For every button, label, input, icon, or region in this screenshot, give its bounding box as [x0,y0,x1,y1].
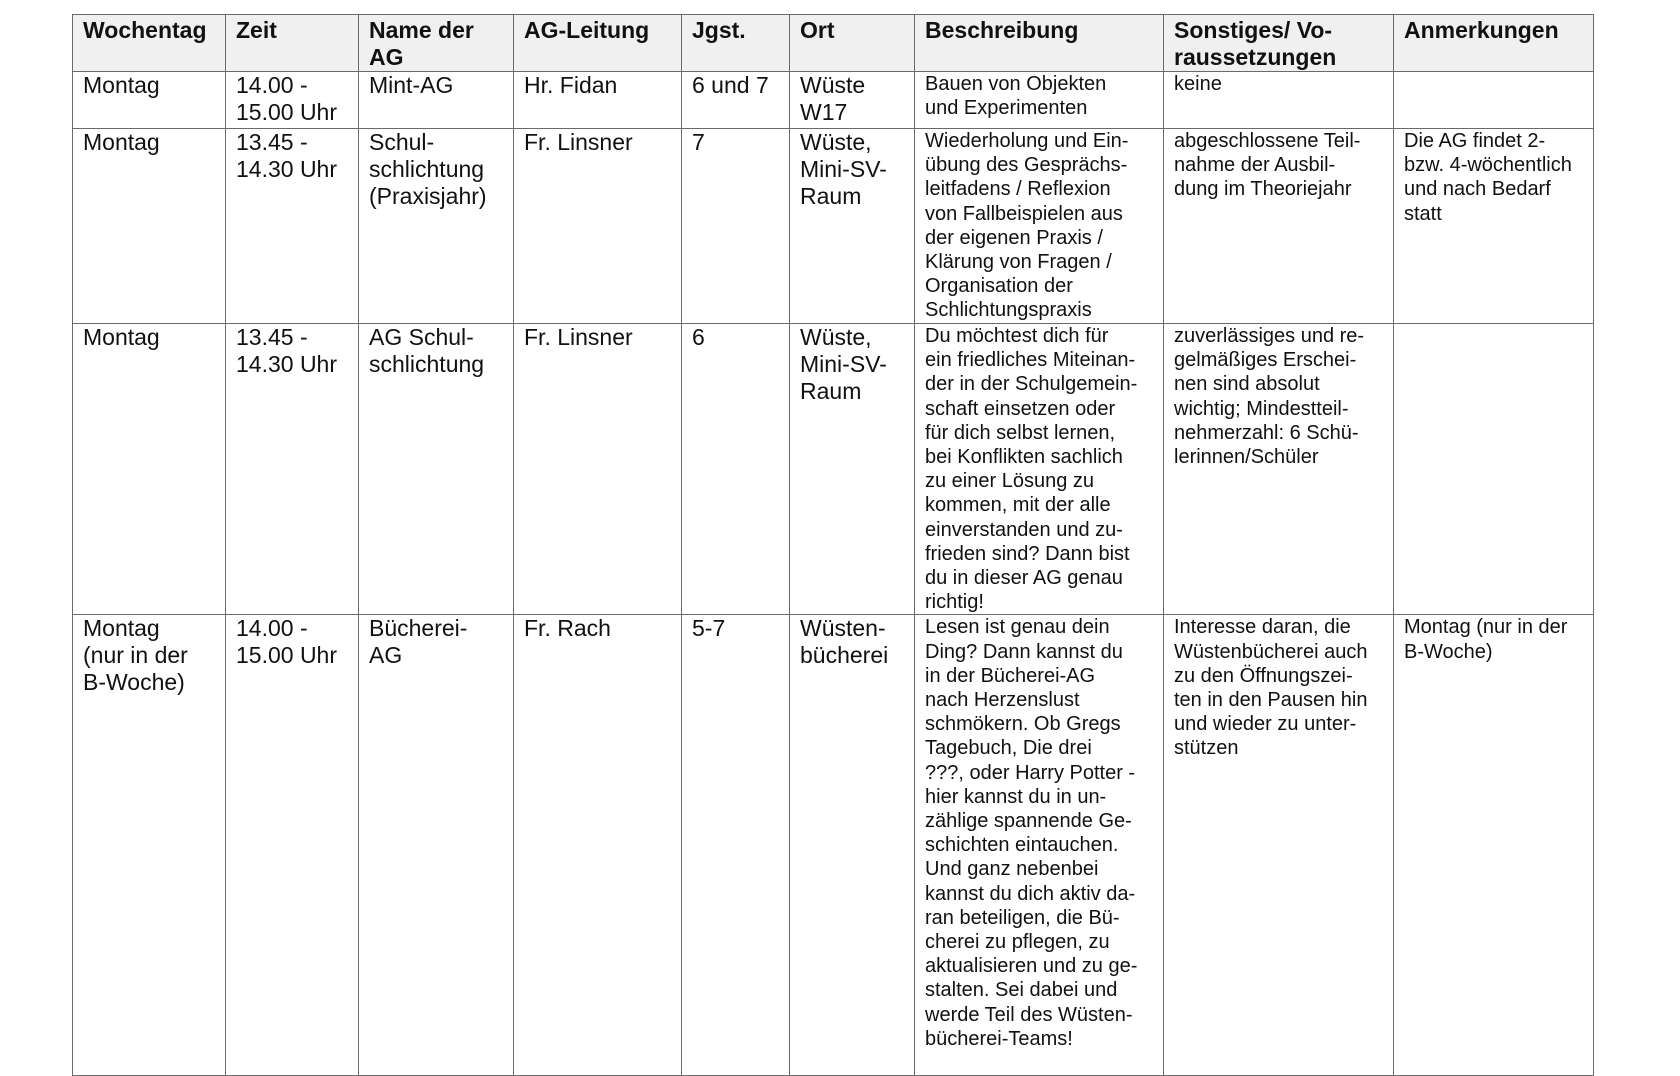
header-name: Name der AG [359,15,514,72]
cell-wochentag: Montag (nur in der B-Woche) [73,615,226,1076]
cell-ort: Wüste W17 [790,72,915,129]
cell-leitung: Hr. Fidan [514,72,682,129]
header-anmerkungen: Anmerkungen [1394,15,1594,72]
table-row [73,324,1594,615]
cell-name: Mint-AG [359,72,514,129]
table-row [73,72,1594,129]
header-beschreibung: Beschreibung [915,15,1164,72]
ag-table [72,14,1594,1076]
header-wochentag: Wochentag [73,15,226,72]
cell-anmerkungen: Montag (nur in der B-Woche) [1394,615,1594,1076]
header-jgst: Jgst. [682,15,790,72]
cell-jgst: 7 [682,129,790,324]
cell-wochentag: Montag [73,324,226,615]
cell-ort: Wüsten- bücherei [790,615,915,1076]
cell-name: Bücherei- AG [359,615,514,1076]
cell-name: AG Schul- schlichtung [359,324,514,615]
cell-anmerkungen [1394,324,1594,615]
cell-zeit: 13.45 - 14.30 Uhr [226,324,359,615]
cell-leitung: Fr. Linsner [514,324,682,615]
header-zeit: Zeit [226,15,359,72]
cell-wochentag: Montag [73,129,226,324]
cell-name: Schul- schlichtung (Praxisjahr) [359,129,514,324]
cell-ort: Wüste, Mini-SV- Raum [790,129,915,324]
header-leitung: AG-Leitung [514,15,682,72]
cell-beschreibung: Du möchtest dich für ein friedliches Miteinan- der in der Schulgemein- schaft einsetzen oder für dich selbst lernen, bei Konflikten sachlich zu einer Lösung zu kommen, mit der alle einverstanden und zu- frieden sind? Dann bist du in dieser AG genau richtig! [915,324,1164,615]
cell-jgst: 6 und 7 [682,72,790,129]
cell-beschreibung: Wiederholung und Ein- übung des Gesprächs- leitfadens / Reflexion von Fallbeispielen aus der eigenen Praxis / Klärung von Fragen / Organisation der Schlichtungspraxis [915,129,1164,324]
cell-sonstiges: zuverlässiges und re- gelmäßiges Erschei- nen sind absolut wichtig; Mindestteil- nehmerzahl: 6 Schü- lerinnen/Schüler [1164,324,1394,615]
cell-wochentag: Montag [73,72,226,129]
cell-sonstiges: abgeschlossene Teil- nahme der Ausbil- dung im Theoriejahr [1164,129,1394,324]
cell-zeit: 14.00 - 15.00 Uhr [226,615,359,1076]
cell-sonstiges: Interesse daran, die Wüstenbücherei auch zu den Öffnungszei- ten in den Pausen hin und wieder zu unter- stützen [1164,615,1394,1076]
cell-beschreibung: Lesen ist genau dein Ding? Dann kannst du in der Bücherei-AG nach Herzenslust schmökern. Ob Gregs Tagebuch, Die drei ???, oder Harry Potter - hier kannst du in un- zählige spannende Ge- schichten eintauchen. Und ganz nebenbei kannst du dich aktiv da- ran beteiligen, die Bü- cherei zu pflegen, zu aktualisieren und zu ge- stalten. Sei dabei und werde Teil des Wüsten- bücherei-Teams! [915,615,1164,1076]
cell-zeit: 14.00 - 15.00 Uhr [226,72,359,129]
cell-leitung: Fr. Rach [514,615,682,1076]
header-ort: Ort [790,15,915,72]
cell-jgst: 5-7 [682,615,790,1076]
cell-beschreibung: Bauen von Objekten und Experimenten [915,72,1164,129]
cell-anmerkungen [1394,72,1594,129]
table-row [73,615,1594,1076]
cell-ort: Wüste, Mini-SV- Raum [790,324,915,615]
cell-sonstiges: keine [1164,72,1394,129]
cell-anmerkungen: Die AG findet 2- bzw. 4-wöchentlich und nach Bedarf statt [1394,129,1594,324]
header-row [73,15,1594,72]
cell-zeit: 13.45 - 14.30 Uhr [226,129,359,324]
cell-jgst: 6 [682,324,790,615]
table-row [73,129,1594,324]
header-sonstiges: Sonstiges/ Vo- raussetzungen [1164,15,1394,72]
cell-leitung: Fr. Linsner [514,129,682,324]
